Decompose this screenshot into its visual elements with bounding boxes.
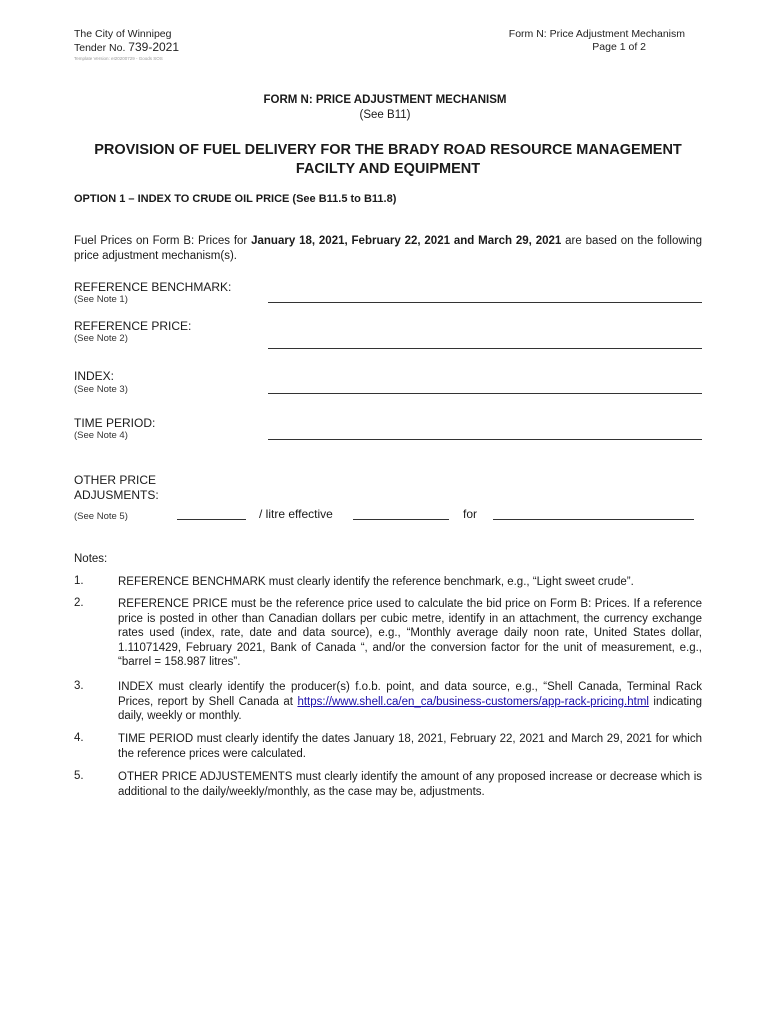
reference-benchmark-note: (See Note 1): [74, 294, 128, 305]
note-number: 3.: [74, 680, 84, 692]
header-page-number: Page 1 of 2: [592, 41, 646, 53]
notes-heading: Notes:: [74, 553, 108, 565]
adjustment-amount-field[interactable]: [177, 519, 246, 520]
note-text: REFERENCE BENCHMARK must clearly identify the reference benchmark, e.g., “Light sweet crude”.: [118, 576, 634, 588]
time-period-label: TIME PERIOD:: [74, 416, 156, 430]
header-tender: [74, 41, 179, 55]
per-litre-effective-label: / litre effective: [259, 507, 333, 521]
template-version: Template Version: eI20200729 - Goods SOS: [74, 56, 163, 61]
effective-date-field[interactable]: [353, 519, 449, 520]
note-number: 2.: [74, 597, 84, 609]
note-number: 5.: [74, 770, 84, 782]
for-label: for: [463, 507, 478, 521]
time-period-note: (See Note 4): [74, 430, 128, 441]
form-title: FORM N: PRICE ADJUSTMENT MECHANISM: [263, 94, 507, 106]
index-field[interactable]: [268, 393, 702, 394]
time-period-field[interactable]: [268, 439, 702, 440]
reference-price-label: REFERENCE PRICE:: [74, 319, 192, 333]
other-adjustments-note: (See Note 5): [74, 511, 128, 522]
note-3-suffix: indicating daily, weekly or monthly.: [118, 695, 702, 722]
intro-suffix: are based on the following price adjustment mechanism(s).: [74, 235, 702, 262]
reference-benchmark-field[interactable]: [268, 302, 702, 303]
main-title: PROVISION OF FUEL DELIVERY FOR THE BRADY ROAD RESOURCE MANAGEMENT FACILTY AND EQUIPMENT: [94, 142, 682, 177]
option-heading: OPTION 1 – INDEX TO CRUDE OIL PRICE (See B11.5 to B11.8): [74, 193, 397, 205]
note-text: REFERENCE PRICE must be the reference price used to calculate the bid price on Form B: Prices. If a reference price is posted in other than Canadian dollars per cubic metre, identify in an attachment, the currency exchange rates used (index, rate, date and data source), e.g., “Monthly average daily noon rate, United States dollar, 1.11071429, February 2021, Bank of Canada “, and/or the conversion factor for the unit of measurement, e.g., “barrel = 158.987 litres”.: [118, 598, 702, 668]
index-label: INDEX:: [74, 369, 115, 383]
note-text: [118, 680, 702, 724]
other-adjustments-label-2: ADJUSMENTS:: [74, 488, 159, 502]
shell-rack-pricing-link[interactable]: https://www.shell.ca/en_ca/business-customers/app-rack-pricing.html: [297, 695, 649, 708]
other-adjustments-label-1: OTHER PRICE: [74, 473, 157, 487]
note-3-prefix: INDEX must clearly identify the producer(s) f.o.b. point, and data source, e.g., “Shell Canada, Terminal Rack Prices, report by Shell Canada at: [118, 681, 702, 708]
intro-paragraph: [74, 234, 702, 264]
reference-price-field[interactable]: [268, 348, 702, 349]
intro-dates: January 18, 2021, February 22, 2021 and March 29, 2021: [251, 235, 562, 247]
note-text: OTHER PRICE ADJUSTEMENTS must clearly identify the amount of any proposed increase or decrease which is additional to the daily/weekly/monthly, as the case may be, adjustments.: [118, 771, 702, 798]
note-number: 1.: [74, 575, 84, 587]
for-period-field[interactable]: [493, 519, 694, 520]
header-form-name: Form N: Price Adjustment Mechanism: [508, 28, 685, 40]
tender-number: 739-2021: [128, 40, 180, 54]
tender-prefix: Tender No.: [74, 42, 126, 54]
reference-benchmark-label: REFERENCE BENCHMARK:: [74, 280, 232, 294]
note-text: TIME PERIOD must clearly identify the dates January 18, 2021, February 22, 2021 and March 29, 2021 for which the reference prices were calculated.: [118, 733, 702, 760]
index-note: (See Note 3): [74, 384, 128, 395]
reference-price-note: (See Note 2): [74, 333, 128, 344]
note-number: 4.: [74, 732, 84, 744]
intro-prefix: Fuel Prices on Form B: Prices for: [74, 235, 252, 247]
form-subtitle: (See B11): [359, 109, 411, 121]
header-city: The City of Winnipeg: [74, 28, 172, 40]
